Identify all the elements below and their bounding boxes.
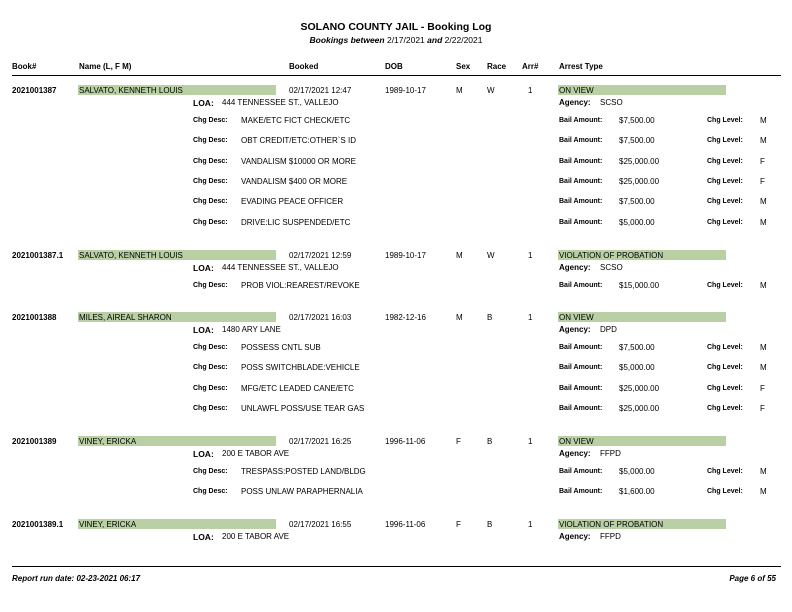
booked-datetime: 02/17/2021 16:55 (289, 520, 352, 529)
bail-amount: $5,000.00 (619, 363, 655, 373)
subtitle-prefix: Bookings between (309, 35, 385, 45)
charge-level: F (760, 403, 765, 413)
col-header-dob: DOB (385, 62, 403, 71)
booking-number: 2021001388 (12, 313, 57, 322)
booked-datetime: 02/17/2021 12:59 (289, 251, 352, 260)
charge-desc-label: Chg Desc: (193, 218, 228, 226)
bail-amount: $5,000.00 (619, 467, 655, 476)
charge-desc-label: Chg Desc: (193, 344, 228, 351)
race: W (487, 86, 495, 95)
date-of-birth: 1989-10-17 (385, 251, 426, 260)
bail-amount-label: Bail Amount: (559, 157, 603, 165)
sex: M (456, 251, 463, 260)
charge-desc-label: Chg Desc: (193, 384, 228, 392)
charge-desc-label: Chg Desc: (193, 488, 228, 496)
inmate-name: VINEY, ERICKA (79, 437, 137, 446)
agency-label: Agency: (559, 449, 591, 458)
loa-label: LOA: (193, 449, 214, 459)
race: B (487, 437, 493, 446)
charge-description: POSS UNLAW PARAPHERNALIA (241, 487, 363, 497)
booking-number: 2021001389.1 (12, 520, 64, 529)
bail-amount-label: Bail Amount: (559, 468, 603, 475)
date-of-birth: 1982-12-16 (385, 313, 426, 322)
loa-label: LOA: (193, 98, 214, 108)
charge-level: M (760, 487, 767, 497)
booking-number: 2021001389 (12, 437, 57, 446)
arrest-type: ON VIEW (559, 86, 594, 95)
race: B (487, 313, 493, 322)
charge-desc-label: Chg Desc: (193, 177, 228, 185)
charge-description: OBT CREDIT/ETC:OTHER`S ID (241, 136, 356, 146)
bail-amount: $25,000.00 (619, 176, 660, 186)
booking-number: 2021001387 (12, 86, 57, 95)
arrest-number: 1 (528, 520, 533, 529)
page-number: Page 6 of 55 (729, 574, 776, 583)
charge-level: M (760, 363, 767, 373)
inmate-name: MILES, AIREAL SHARON (79, 313, 172, 322)
charge-level-label: Chg Level: (707, 468, 743, 475)
date-to: 2/22/2021 (444, 35, 483, 45)
bail-amount: $25,000.00 (619, 383, 660, 393)
arrest-type: ON VIEW (559, 313, 594, 322)
col-header-book: Book# (12, 62, 37, 71)
col-header-arrest-type: Arrest Type (559, 62, 603, 71)
bail-amount: $7,500.00 (619, 116, 655, 125)
arrest-type: VIOLATION OF PROBATION (559, 520, 664, 529)
report-subtitle (0, 35, 792, 45)
charge-desc-label: Chg Desc: (193, 198, 228, 206)
col-header-name: Name (L, F M) (79, 62, 132, 71)
agency-label: Agency: (559, 98, 591, 107)
bail-amount: $5,000.00 (619, 217, 655, 227)
charge-desc-label: Chg Desc: (193, 468, 228, 475)
agency-label: Agency: (559, 263, 591, 272)
date-of-birth: 1996-11-06 (385, 437, 426, 446)
charge-description: POSSESS CNTL SUB (241, 343, 321, 352)
charge-level-label: Chg Level: (707, 137, 743, 145)
col-header-arr: Arr# (522, 62, 539, 71)
charge-level: F (760, 156, 765, 166)
charge-description: EVADING PEACE OFFICER (241, 197, 344, 207)
charge-level: M (760, 281, 767, 290)
agency-value: FFPD (600, 532, 621, 541)
bail-amount-label: Bail Amount: (559, 344, 603, 351)
charge-level-label: Chg Level: (707, 488, 743, 496)
charge-level-label: Chg Level: (707, 364, 743, 372)
arrest-number: 1 (528, 437, 533, 446)
charge-desc-label: Chg Desc: (193, 157, 228, 165)
report-title: SOLANO COUNTY JAIL - Booking Log (300, 21, 492, 33)
col-header-race: Race (487, 62, 507, 71)
subtitle-and: and (427, 35, 443, 45)
charge-level: M (760, 197, 767, 207)
charge-level: M (760, 136, 767, 146)
booked-datetime: 02/17/2021 12:47 (289, 86, 352, 95)
col-header-booked: Booked (289, 62, 319, 71)
charge-level: M (760, 217, 767, 227)
bail-amount: $7,500.00 (619, 136, 655, 146)
charge-description: MAKE/ETC FICT CHECK/ETC (241, 116, 351, 125)
agency-value: SCSO (600, 263, 623, 272)
booked-datetime: 02/17/2021 16:03 (289, 313, 352, 322)
booking-number: 2021001387.1 (12, 251, 64, 260)
charge-level-label: Chg Level: (707, 117, 743, 124)
footer-rule (12, 566, 781, 567)
charge-desc-label: Chg Desc: (193, 137, 228, 145)
charge-description: TRESPASS:POSTED LAND/BLDG (241, 467, 366, 476)
race: W (487, 251, 495, 260)
charge-level-label: Chg Level: (707, 177, 743, 185)
charge-level-label: Chg Level: (707, 198, 743, 206)
charge-level: M (760, 467, 767, 476)
inmate-name: SALVATO, KENNETH LOUIS (79, 86, 183, 95)
bail-amount: $1,600.00 (619, 487, 655, 497)
booked-datetime: 02/17/2021 16:25 (289, 437, 352, 446)
charge-desc-label: Chg Desc: (193, 404, 228, 412)
bail-amount: $25,000.00 (619, 156, 660, 166)
charge-description: UNLAWFL POSS/USE TEAR GAS (241, 403, 365, 413)
sex: M (456, 313, 463, 322)
arrest-type: VIOLATION OF PROBATION (559, 251, 664, 260)
date-of-birth: 1996-11-06 (385, 520, 426, 529)
loa-value: 200 E TABOR AVE (222, 449, 290, 458)
charge-description: MFG/ETC LEADED CANE/ETC (241, 383, 354, 393)
charge-description: POSS SWITCHBLADE:VEHICLE (241, 363, 360, 373)
charge-level-label: Chg Level: (707, 282, 743, 289)
loa-value: 444 TENNESSEE ST., VALLEJO (222, 98, 339, 107)
bail-amount-label: Bail Amount: (559, 488, 603, 496)
charge-desc-label: Chg Desc: (193, 364, 228, 372)
loa-label: LOA: (193, 532, 214, 542)
sex: F (456, 520, 461, 529)
bail-amount-label: Bail Amount: (559, 117, 603, 124)
charge-level-label: Chg Level: (707, 404, 743, 412)
charge-level-label: Chg Level: (707, 384, 743, 392)
bail-amount: $25,000.00 (619, 403, 660, 413)
charge-level: M (760, 116, 767, 125)
charge-description: PROB VIOL:REAREST/REVOKE (241, 281, 360, 290)
bail-amount-label: Bail Amount: (559, 137, 603, 145)
charge-level: M (760, 343, 767, 352)
bail-amount: $15,000.00 (619, 281, 660, 290)
inmate-name: VINEY, ERICKA (79, 520, 137, 529)
bail-amount-label: Bail Amount: (559, 218, 603, 226)
report-run-date: Report run date: 02-23-2021 06:17 (12, 574, 141, 583)
charge-level: F (760, 176, 765, 186)
bail-amount-label: Bail Amount: (559, 198, 603, 206)
charge-level-label: Chg Level: (707, 344, 743, 351)
charge-level-label: Chg Level: (707, 157, 743, 165)
agency-value: FFPD (600, 449, 621, 458)
charge-desc-label: Chg Desc: (193, 282, 228, 289)
header-rule (12, 75, 781, 76)
loa-value: 1480 ARY LANE (222, 325, 281, 334)
col-header-sex: Sex (456, 62, 471, 71)
loa-label: LOA: (193, 325, 214, 335)
agency-value: DPD (600, 325, 617, 334)
loa-value: 200 E TABOR AVE (222, 532, 290, 541)
sex: M (456, 86, 463, 95)
bail-amount-label: Bail Amount: (559, 282, 603, 289)
arrest-number: 1 (528, 86, 533, 95)
sex: F (456, 437, 461, 446)
charge-desc-label: Chg Desc: (193, 117, 228, 124)
agency-label: Agency: (559, 325, 591, 334)
agency-value: SCSO (600, 98, 623, 107)
bail-amount-label: Bail Amount: (559, 177, 603, 185)
loa-label: LOA: (193, 263, 214, 273)
bail-amount-label: Bail Amount: (559, 384, 603, 392)
inmate-name: SALVATO, KENNETH LOUIS (79, 251, 183, 260)
arrest-number: 1 (528, 251, 533, 260)
agency-label: Agency: (559, 532, 591, 541)
date-of-birth: 1989-10-17 (385, 86, 426, 95)
loa-value: 444 TENNESSEE ST., VALLEJO (222, 263, 339, 272)
charge-description: DRIVE:LIC SUSPENDED/ETC (241, 217, 351, 227)
arrest-number: 1 (528, 313, 533, 322)
charge-level: F (760, 383, 765, 393)
race: B (487, 520, 493, 529)
bail-amount: $7,500.00 (619, 343, 655, 352)
charge-level-label: Chg Level: (707, 218, 743, 226)
date-from: 2/17/2021 (386, 35, 425, 45)
arrest-type: ON VIEW (559, 437, 594, 446)
bail-amount-label: Bail Amount: (559, 364, 603, 372)
bail-amount-label: Bail Amount: (559, 404, 603, 412)
charge-description: VANDALISM $10000 OR MORE (241, 156, 357, 166)
charge-description: VANDALISM $400 OR MORE (241, 176, 348, 186)
bail-amount: $7,500.00 (619, 197, 655, 207)
